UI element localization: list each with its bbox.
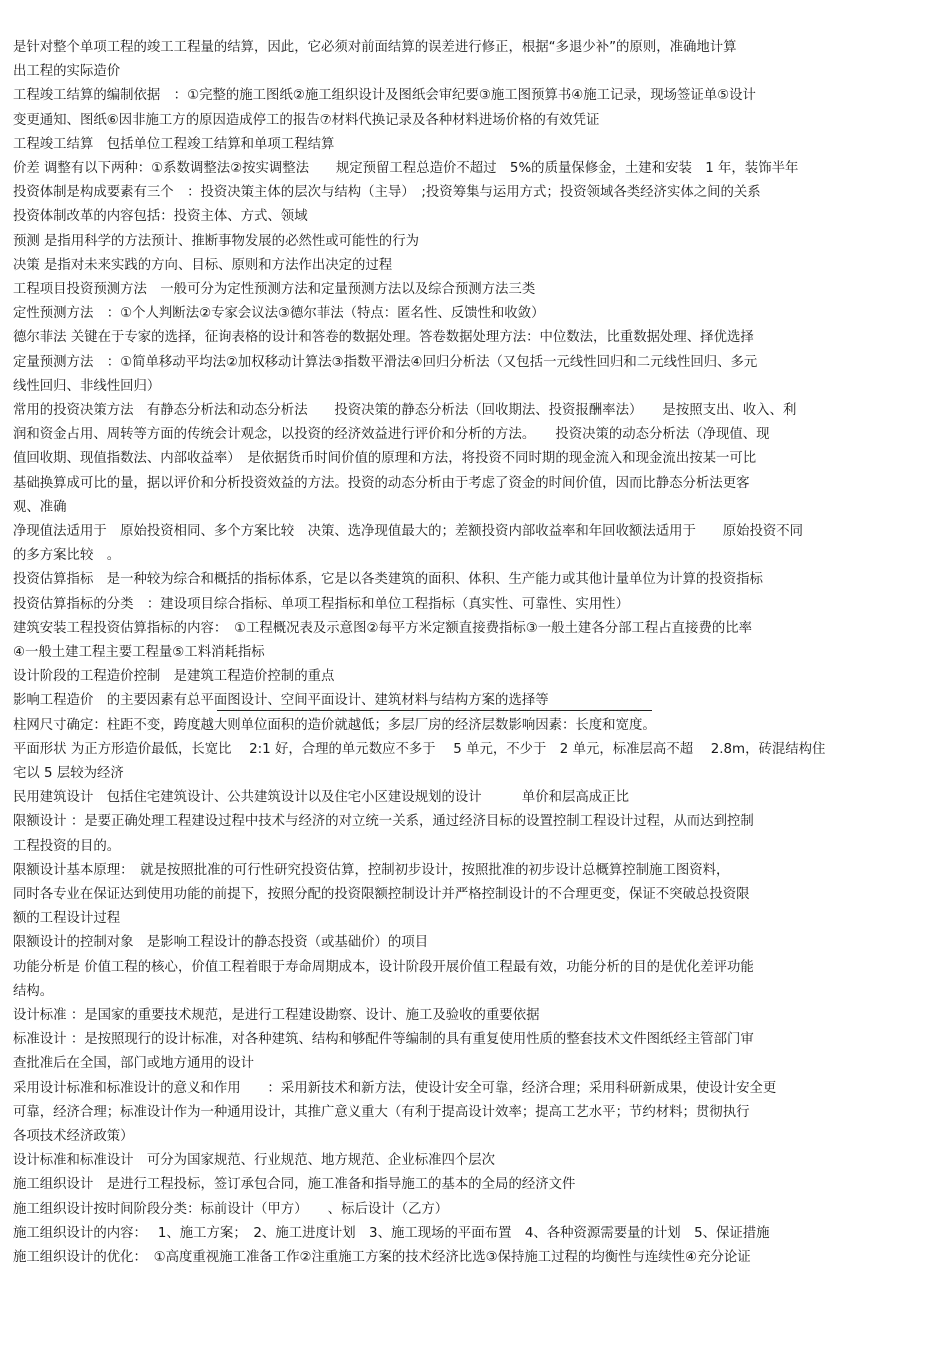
text-line: 额的工程设计过程 bbox=[13, 911, 121, 927]
text-line: 值回收期、现值指数法、内部收益率） 是依据货币时间价值的原理和方法，将投资不同时期的现金流入和现金流出按某一可比 bbox=[13, 451, 757, 467]
text-line: 限额设计基本原理： 就是按照批准的可行性研究投资估算，控制初步设计，按照批准的初步设计总概算控制施工图资料， bbox=[13, 862, 730, 878]
text-line: 限额设计 ：是要正确处理工程建设过程中技术与经济的对立统一关系，通过经济目标的设置控制工程设计过程，从而达到控制 bbox=[13, 814, 754, 830]
text-line: 净现值法适用于 原始投资相同、多个方案比较 决策、选净现值最大的；差额投资内部收益率和年回收额法适用于 原始投资不同 bbox=[13, 524, 804, 539]
text-line: 限额设计的控制对象 是影响工程设计的静态投资（或基础价）的项目 bbox=[13, 935, 429, 951]
text-line: 结构。 bbox=[13, 983, 54, 999]
text-line: 同时各专业在保证达到使用功能的前提下，按照分配的投资限额控制设计并严格控制设计的不合理更变，保证不突破总投资限 bbox=[13, 887, 750, 902]
text-line: 定性预测方法 ：①个人判断法②专家会议法③德尔菲法（特点：匿名性、反馈性和收敛） bbox=[13, 306, 545, 322]
text-line: 工程投资的目的。 bbox=[13, 838, 121, 854]
text-line: 影响工程造价 的主要因素有总平面图设计、空间平面设计、建筑材料与结构方案的选择等 bbox=[13, 693, 549, 709]
text-line: 变更通知、图纸⑥因非施工方的原因造成停工的报告⑦材料代换记录及各种材料进场价格的有效凭证 bbox=[13, 112, 600, 128]
text-line: 是针对整个单项工程的竣工工程量的结算，因此，它必须对前面结算的误差进行修正，根据“多退少补”的原则，准确地计算 bbox=[13, 40, 737, 55]
text-line: 投资估算指标 是一种较为综合和概括的指标体系，它是以各类建筑的面积、体积、生产能力或其他计量单位为计算的投资指标 bbox=[13, 572, 763, 588]
text-line: 施工组织设计 是进行工程投标，签订承包合同，施工准备和指导施工的基本的全局的经济文件 bbox=[13, 1177, 576, 1193]
text-line: 民用建筑设计 包括住宅建筑设计、公共建筑设计以及住宅小区建设规划的设计 单价和层高成正比 bbox=[13, 790, 629, 806]
text-line: 工程竣工结算 包括单位工程竣工结算和单项工程结算 bbox=[13, 136, 335, 152]
text-line: 润和资金占用、周转等方面的传统会计观念，以投资的经济效益进行评价和分析的方法。 投资决策的动态分析法（净现值、现 bbox=[13, 427, 770, 443]
text-line: 德尔菲法 关键在于专家的选择，征询表格的设计和答卷的数据处理。答卷数据处理方法：中位数法，比重数据处理、择优选择 bbox=[13, 330, 754, 346]
text-line: 线性回归、非线性回归） bbox=[13, 378, 161, 394]
text-line: 预测 是指用科学的方法预计、推断事物发展的必然性或可能性的行为 bbox=[13, 233, 419, 249]
text-line: 施工组织设计的优化： ①高度重视施工准备工作②注重施工方案的技术经济比选③保持施工过程的均衡性与连续性④充分论证 bbox=[13, 1250, 751, 1265]
text-line: 柱网尺寸确定：柱距不变，跨度越大则单位面积的造价就越低；多层厂房的经济层数影响因素：长度和宽度。 bbox=[13, 717, 656, 733]
text-line: 投资体制改革的内容包括：投资主体、方式、领域 bbox=[13, 209, 308, 225]
text-line: 功能分析是 价值工程的核心，价值工程着眼于寿命周期成本，设计阶段开展价值工程最有效，功能分析的目的是优化差评功能 bbox=[13, 959, 754, 975]
text-line: ④一般土建工程主要工程量⑤工料消耗指标 bbox=[13, 645, 265, 660]
text-line: 工程项目投资预测方法 一般可分为定性预测方法和定量预测方法以及综合预测方法三类 bbox=[13, 282, 536, 297]
text-line: 宅以 5 层较为经济 bbox=[13, 766, 124, 781]
text-line: 查批准后在全国，部门或地方通用的设计 bbox=[13, 1056, 255, 1072]
text-line: 观、准确 bbox=[13, 499, 67, 515]
text-line: 采用设计标准和标准设计的意义和作用 ：采用新技术和新方法，使设计安全可靠，经济合理；采用科研新成果，使设计安全更 bbox=[13, 1080, 777, 1096]
text-line: 基础换算成可比的量，据以评价和分析投资效益的方法。投资的动态分析由于考虑了资金的时间价值，因而比静态分析法更客 bbox=[13, 475, 750, 491]
text-line: 设计标准 ：是国家的重要技术规范，是进行工程建设勘察、设计、施工及验收的重要依据 bbox=[13, 1008, 540, 1023]
text-line: 出工程的实际造价 bbox=[13, 64, 121, 80]
text-line: 常用的投资决策方法 有静态分析法和动态分析法 投资决策的静态分析法（回收期法、投资报酬率法） 是按照支出、收入、利 bbox=[13, 403, 797, 418]
text-line: 价差 调整有以下两种：①系数调整法②按实调整法 规定预留工程总造价不超过 5%的质量保修金，土建和安装 1 年，装饰半年 bbox=[13, 161, 799, 176]
text-line: 各项技术经济政策） bbox=[13, 1129, 134, 1144]
text-underline bbox=[217, 710, 652, 711]
text-line: 可靠，经济合理；标准设计作为一种通用设计，其推广意义重大（有利于提高设计效率；提高工艺水平；节约材料；贯彻执行 bbox=[13, 1104, 750, 1120]
text-line: 定量预测方法 ：①简单移动平均法②加权移动计算法③指数平滑法④回归分析法（又包括一元线性回归和二元线性回归、多元 bbox=[13, 354, 758, 370]
text-line: 决策 是指对未来实践的方向、目标、原则和方法作出决定的过程 bbox=[13, 257, 393, 273]
text-line: 工程竣工结算的编制依据 ：①完整的施工图纸②施工组织设计及图纸会审纪要③施工图预算书④施工记录，现场签证单⑤设计 bbox=[13, 88, 756, 104]
text-line: 设计阶段的工程造价控制 是建筑工程造价控制的重点 bbox=[13, 669, 335, 685]
text-line: 施工组织设计的内容： 1、施工方案； 2、施工进度计划 3、施工现场的平面布置 4、各种资源需要量的计划 5、保证措施 bbox=[13, 1225, 770, 1241]
text-line: 的多方案比较 。 bbox=[13, 548, 121, 564]
text-line: 建筑安装工程投资估算指标的内容： ①工程概况表及示意图②每平方米定额直接费指标③一般土建各分部工程占直接费的比率 bbox=[13, 620, 753, 636]
text-line: 投资体制是构成要素有三个 ：投资决策主体的层次与结构（主导） ;投资筹集与运用方式；投资领域各类经济实体之间的关系 bbox=[13, 185, 761, 201]
text-line: 投资估算指标的分类 ：建设项目综合指标、单项工程指标和单位工程指标（真实性、可靠性、实用性） bbox=[13, 596, 629, 612]
text-line: 平面形状 为正方形造价最低，长宽比 2:1 好，合理的单元数应不多于 5 单元，不少于 2 单元，标准层高不超 2.8m，砖混结构住 bbox=[13, 741, 826, 757]
text-line: 施工组织设计按时间阶段分类：标前设计（甲方） 、标后设计（乙方） bbox=[13, 1201, 449, 1217]
text-line: 设计标准和标准设计 可分为国家规范、行业规范、地方规范、企业标准四个层次 bbox=[13, 1153, 496, 1169]
text-line: 标准设计 ：是按照现行的设计标准，对各种建筑、结构和够配件等编制的具有重复使用性质的整套技术文件图纸经主管部门审 bbox=[13, 1032, 754, 1048]
